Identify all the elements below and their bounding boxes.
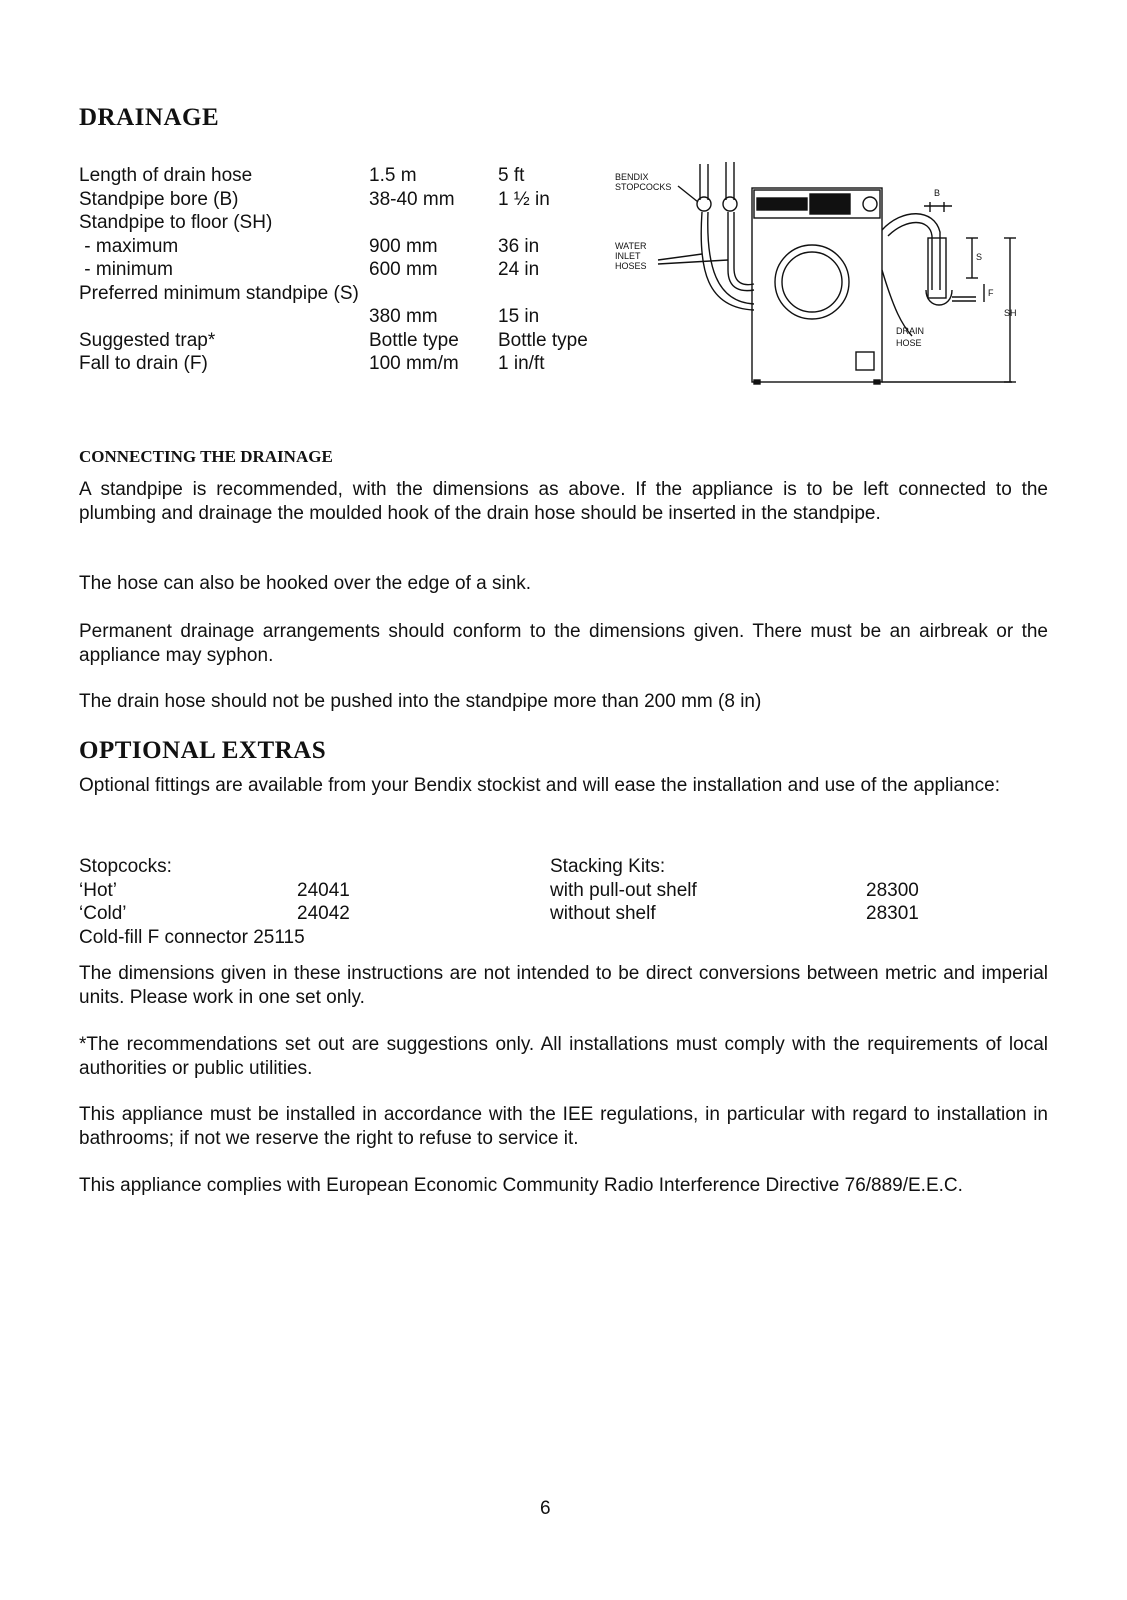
connecting-title: CONNECTING THE DRAINAGE bbox=[79, 447, 333, 466]
connecting-paragraph: The hose can also be hooked over the edge of a sink. bbox=[79, 573, 532, 594]
list-item bbox=[550, 879, 970, 903]
stopcock-valve bbox=[697, 197, 711, 211]
item-code: 24041 bbox=[297, 879, 350, 901]
washing-machine-body bbox=[752, 188, 882, 382]
spec-imperial: 36 in bbox=[498, 235, 540, 257]
list-item bbox=[79, 879, 399, 903]
label-hose: HOSE bbox=[896, 338, 922, 348]
label-hoses: HOSES bbox=[615, 261, 647, 271]
spec-metric: Bottle type bbox=[369, 329, 459, 351]
leader-water-inlet bbox=[658, 260, 728, 264]
item-name: with pull-out shelf bbox=[550, 879, 697, 901]
control-buttons bbox=[810, 194, 850, 214]
extras-intro: Optional fittings are available from your Bendix stockist and will ease the installation and use of the appliance: bbox=[79, 775, 1000, 796]
spec-label: Standpipe bore (B) bbox=[79, 188, 239, 210]
label-b: B bbox=[934, 188, 941, 198]
spec-imperial: 24 in bbox=[498, 259, 540, 280]
item-name: ‘Hot’ bbox=[79, 879, 118, 901]
note-paragraph: This appliance must be installed in accordance with the IEE regulations, in particular with regard to installation in bathrooms; if not we reserve the right to refuse to service it. bbox=[79, 1104, 1048, 1149]
inlet-hose bbox=[734, 212, 754, 285]
item-name: ‘Cold’ bbox=[79, 903, 127, 924]
spec-label: Length of drain hose bbox=[79, 165, 253, 186]
spec-imperial: 1 ½ in bbox=[498, 188, 550, 210]
connecting-paragraph: The drain hose should not be pushed into the standpipe more than 200 mm (8 in) bbox=[79, 691, 762, 712]
spec-imperial: Bottle type bbox=[498, 329, 588, 351]
drain-hose bbox=[888, 223, 932, 291]
label-s: S bbox=[976, 252, 983, 262]
list-item bbox=[79, 902, 399, 926]
stacking-heading: Stacking Kits: bbox=[550, 856, 666, 877]
label-drain: DRAIN bbox=[896, 326, 925, 336]
label-water: WATER bbox=[615, 241, 647, 251]
spec-imperial: 5 ft bbox=[498, 165, 525, 186]
note-paragraph: *The recommendations set out are suggestions only. All installations must comply with the requirements of local authorities or public utilities. bbox=[79, 1034, 1048, 1079]
spec-label: Preferred minimum standpipe (S) bbox=[79, 282, 359, 304]
page-number: 6 bbox=[540, 1498, 551, 1519]
item-code: 28301 bbox=[866, 903, 919, 924]
note-paragraph: The dimensions given in these instructions are not intended to be direct conversions between metric and imperial units. Please work in one set only. bbox=[79, 963, 1048, 1008]
spec-imperial: 1 in/ft bbox=[498, 353, 545, 374]
connector-item: Cold-fill F connector 25115 bbox=[79, 926, 305, 948]
spec-metric: 38-40 mm bbox=[369, 188, 455, 210]
label-f: F bbox=[988, 288, 994, 298]
stopcock-pipe bbox=[726, 162, 734, 200]
spec-label: - minimum bbox=[79, 259, 173, 280]
spec-metric: 1.5 m bbox=[369, 165, 417, 186]
connecting-paragraph: A standpipe is recommended, with the dimensions as above. If the appliance is to be left connected to the plumbing and drainage the moulded hook of the drain hose should be inserted in the standpipe. bbox=[79, 479, 1048, 524]
connecting-paragraph: Permanent drainage arrangements should conform to the dimensions given. There must be an airbreak or the appliance may syphon. bbox=[79, 621, 1048, 666]
door-outer bbox=[775, 245, 849, 319]
label-bendix: BENDIX bbox=[615, 172, 649, 182]
leader-stopcocks bbox=[678, 186, 698, 202]
control-display bbox=[757, 198, 807, 210]
label-inlet: INLET bbox=[615, 251, 641, 261]
spec-imperial: 15 in bbox=[498, 306, 540, 327]
leader-water-inlet bbox=[658, 254, 702, 260]
spec-metric: 900 mm bbox=[369, 235, 438, 257]
item-code: 24042 bbox=[297, 903, 350, 924]
inlet-hose bbox=[728, 212, 754, 291]
spec-metric: 380 mm bbox=[369, 306, 438, 327]
spec-metric: 600 mm bbox=[369, 259, 438, 280]
stopcocks-list bbox=[79, 855, 399, 949]
label-sh: SH bbox=[1004, 308, 1017, 318]
stopcocks-heading: Stopcocks: bbox=[79, 856, 172, 877]
spec-label: Standpipe to floor (SH) bbox=[79, 212, 273, 233]
item-name: without shelf bbox=[550, 903, 656, 924]
stacking-kits-list bbox=[550, 855, 970, 926]
spec-label: Fall to drain (F) bbox=[79, 353, 208, 374]
machine-foot bbox=[874, 380, 880, 384]
control-knob bbox=[863, 197, 877, 211]
stopcock-valve bbox=[723, 197, 737, 211]
note-paragraph: This appliance complies with European Economic Community Radio Interference Directive 76/889/E.E.C. bbox=[79, 1175, 963, 1196]
spec-metric: 100 mm/m bbox=[369, 353, 459, 374]
spec-label: Suggested trap* bbox=[79, 329, 216, 351]
drainage-title: DRAINAGE bbox=[79, 104, 220, 131]
item-code: 28300 bbox=[866, 879, 919, 901]
stopcock-pipe bbox=[700, 164, 708, 200]
standpipe bbox=[928, 238, 946, 298]
drainage-diagram bbox=[612, 160, 1042, 405]
door-inner bbox=[782, 252, 842, 312]
label-stopcocks: STOPCOCKS bbox=[615, 182, 672, 192]
filter-cover bbox=[856, 352, 874, 370]
list-item bbox=[550, 902, 970, 926]
machine-foot bbox=[754, 380, 760, 384]
spec-label: - maximum bbox=[79, 235, 179, 257]
extras-title: OPTIONAL EXTRAS bbox=[79, 737, 327, 764]
